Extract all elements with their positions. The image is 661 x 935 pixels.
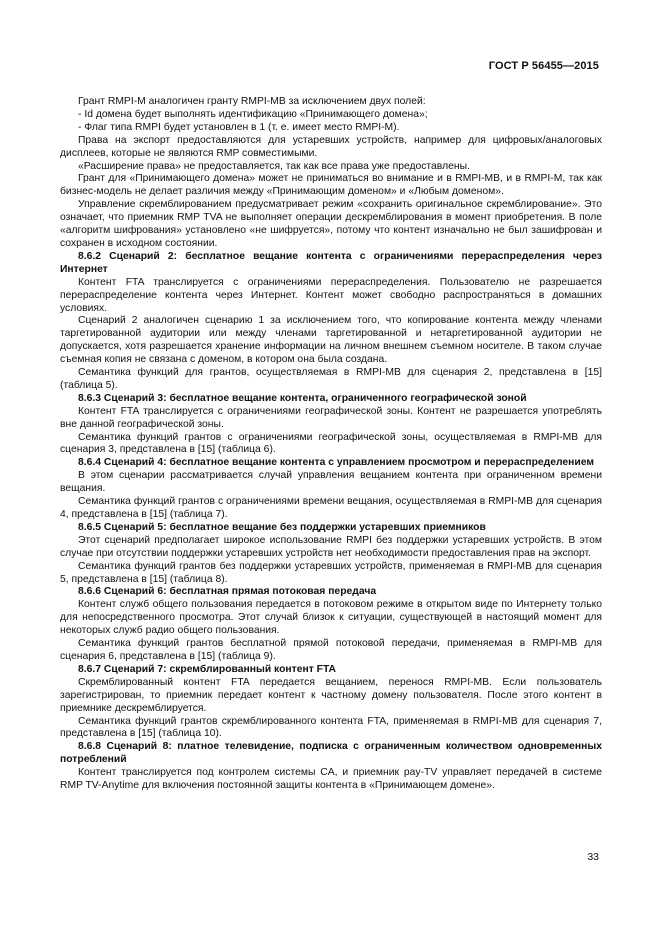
paragraph: Скремблированный контент FTA передается вещанием, перенося RMPI-MB. Если пользователь зарегистрирован, то приемник передает контент к частному домену пользователя. После этого контент в приемнике дескремблируется. bbox=[60, 676, 602, 714]
paragraph: Семантика функций грантов бесплатной прямой потоковой передачи, применяемая в RMPI-MB для сценария 6, представлена в [15] (таблица 9). bbox=[60, 638, 602, 662]
paragraph: Семантика функций для грантов, осуществляемая в RMPI-MB для сценария 2, представлена в [15] (таблица 5). bbox=[60, 367, 602, 391]
section-heading: 8.6.7 Сценарий 7: скремблированный контент FTA bbox=[78, 663, 337, 675]
paragraph: Семантика функций грантов без поддержки устаревших устройств, применяемая в RMPI-MB для сценария 5, представлена в [15] (таблица 8). bbox=[60, 560, 602, 585]
paragraph: «Расширение права» не предоставляется, так как все права уже предоставлены. bbox=[78, 160, 470, 172]
paragraph: В этом сценарии рассматривается случай управления вещанием контента при ограниченном времени вещания. bbox=[60, 470, 602, 495]
paragraph: Контент FTA транслируется с ограничениями перераспределения. Пользователю не разрешается перераспределение контента через Интернет. Контент может свободно распространяться в домашних условиях. bbox=[60, 276, 602, 314]
page-number: 33 bbox=[587, 851, 599, 863]
paragraph: Грант RMPI-M аналогичен гранту RMPI-MB за исключением двух полей: bbox=[78, 96, 426, 107]
paragraph: Контент транслируется под контролем системы CA, и приемник pay-TV управляет передачей в системе RMP TV-Anytime для включения постоянной защиты контента в «Принимающем домене». bbox=[60, 767, 602, 792]
paragraph: Семантика функций грантов с ограничениями географической зоны, осуществляемая в RMPI-MB для сценария 3, представлена в [15] (таблица 6). bbox=[60, 431, 602, 456]
section-heading: 8.6.6 Сценарий 6: бесплатная прямая потоковая передача bbox=[78, 586, 377, 598]
paragraph: Управление скремблированием предусматривает режим «сохранить оригинальное скремблирование». Это означает, что приемник RMP TVA не выполняет операции дескремблирования в момент приобретения. В поле «алгоритм шифрования» установлено «не шифруется», потому что контент изначально не был зашифрован и сохранен в исходном состоянии. bbox=[60, 199, 602, 249]
section-heading: 8.6.4 Сценарий 4: бесплатное вещание контента с управлением просмотром и перераспределением bbox=[78, 457, 595, 469]
section-heading: 8.6.5 Сценарий 5: бесплатное вещание без поддержки устаревших приемников bbox=[78, 521, 486, 533]
document-body bbox=[60, 96, 602, 793]
section-heading: 8.6.3 Сценарий 3: бесплатное вещание контента, ограниченного географической зоной bbox=[78, 392, 527, 404]
section-heading: 8.6.2 Сценарий 2: бесплатное вещание контента с ограничениями перераспределения через Интернет bbox=[60, 250, 602, 275]
section-heading: 8.6.8 Сценарий 8: платное телевидение, подписка с ограниченным количеством одновременных потреблений bbox=[60, 741, 602, 766]
paragraph: Семантика функций грантов с ограничениями времени вещания, осуществляемая в RMPI-MB для сценария 4, представлена в [15] (таблица 7). bbox=[60, 496, 602, 520]
paragraph: Права на экспорт предоставляются для устаревших устройств, например для цифровых/аналоговых дисплеев, которые не являются RMP совместимыми. bbox=[60, 134, 602, 159]
paragraph: Этот сценарий предполагает широкое использование RMPI без поддержки устаревших устройств. В этом случае при отсутствии поддержки устаревших устройств нет необходимости предоставления прав на экспорт. bbox=[60, 534, 602, 559]
paragraph: Семантика функций грантов скремблированного контента FTA, применяемая в RMPI-MB для сценария 7, представлена в [15] (таблица 10). bbox=[60, 715, 602, 740]
paragraph: Контент служб общего пользования передается в потоковом режиме в открытом виде по Интернету только для непосредственного просмотра. Этот случай близок к ситуации, существующей в настоящий момент для некоторых служб радио общего пользования. bbox=[60, 599, 602, 637]
standard-code: ГОСТ Р 56455—2015 bbox=[488, 60, 599, 72]
list-item: - Id домена будет выполнять идентификацию «Принимающего домена»; bbox=[78, 108, 428, 120]
paragraph: Грант для «Принимающего домена» может не приниматься во внимание и в RMPI-MB, и в RMPI-M, так как бизнес-модель не делает различия между «Принимающим доменом» и «Любым доменом». bbox=[60, 173, 602, 198]
paragraph: Контент FTA транслируется с ограничениями географической зоны. Контент не разрешается употреблять вне данной географической зоны. bbox=[60, 405, 602, 430]
list-item: - Флаг типа RMPI будет установлен в 1 (т. е. имеет место RMPI-M). bbox=[78, 121, 400, 133]
paragraph: Сценарий 2 аналогичен сценарию 1 за исключением того, что копирование контента между членами таргетированной аудитории или между членами таргетированной и нетаргетированной аудитории не допускается, хотя разрешается хранение информации на личном внешнем съемном носителе. В таком случае съемная копия не связана с доменом, в котором она была создана. bbox=[60, 315, 602, 366]
